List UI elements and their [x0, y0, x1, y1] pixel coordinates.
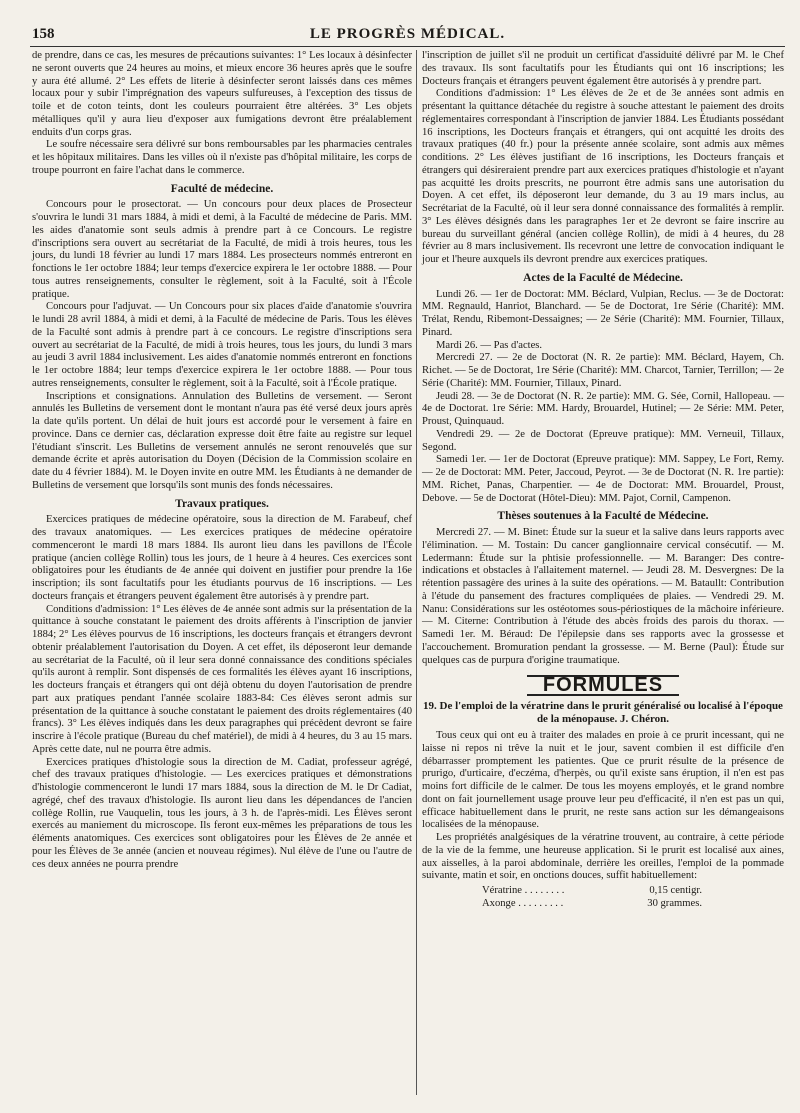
paragraph: Conditions d'admission: 1° Les élèves de 2e et de 3e années sont admis en présentant la quittance détachée du registre à souche attestant le paiement des droits réglementaires correspondant à l'inscription de janvier 1884. Les Étudiants possédant 16 inscriptions, les Docteurs français et étrangers, qui ont acquitté les droits des travaux pratiques (40 fr.) pour la présente année scolaire, sont admis aux mêmes conditions. 2° Les élèves justifiant de 16 inscriptions, les Docteurs français et étrangers qui désireraient prendre part aux exercices pratiques d'histologie et n'ayant pas acquitté les droits prescrits, ne pourront être admis sans une autorisation du Doyen. A cet effet, ils déposeront leur demande, du 3 au 19 mars inclus, au Secrétariat de la Faculté, où il leur sera donné connaissance des formalités à remplir. 3° Les élèves désignés dans les paragraphes 1er et 2e devront se faire inscrire au bureau du surveillant général (ancien collège Rollin), de midi à 4 heures, du 28 février au 8 mars inclusivement. Ils recevront une lettre de convocation indiquant le jour et l'heure auxquels ils devront prendre aux exercices pratiques. — [422, 88, 784, 265]
section-title: Thèses soutenues à la Faculté de Médecine. — [497, 510, 709, 523]
actes-entry: Jeudi 28. — 3e de Doctorat (N. R. 2e partie): MM. G. Sée, Cornil, Hallopeau. — 4e de Doctorat. 1re Série: MM. Hardy, Brouardel, Hutinel; — 2e Série: MM. Peter, Proust, Quinquaud. — [422, 390, 784, 427]
actes-entry: Mardi 26. — Pas d'actes. — [436, 339, 543, 351]
section-title: Actes de la Faculté de Médecine. — [523, 271, 683, 284]
actes-entry: Vendredi 29. — 2e de Doctorat (Epreuve pratique): MM. Verneuil, Tillaux, Segond. — [422, 428, 784, 453]
ingredient-dose: 30 grammes. — [647, 897, 702, 909]
column-divider — [416, 50, 417, 1095]
paragraph: Concours pour le prosectorat. — Un concours pour deux places de Prosecteur s'ouvrira le lundi 31 mars 1884, à midi et demi, à la Faculté de médecine de Paris. MM. les aides d'anatomie sont seuls admis à prendre part à ce Concours. Le registre d'inscriptions sera ouvert au secrétariat de la Faculté, de midi à trois heures, tous les jours, du lundi 18 février au lundi 17 mars 1884. Les prosecteurs nommés entreront en fonctions le 1er octobre 1884; leur temps d'exercice expirera le 1er octobre 1888. — Pour tous autres renseignements, consulter le règlement, soit à la Faculté, soit à l'École pratique. — [32, 199, 412, 300]
ingredient-name: Vératrine . . . . . . . . — [482, 885, 565, 896]
paragraph: Les propriétés analgésiques de la vératrine trouvent, au contraire, à cette période de la vie de la femme, une heureuse application. Si le prurit est localisé aux aines, aux aisselles, à la paroi abdominale, derrière les oreilles, l'emploi de la pommade suivante, matin et soir, en onctions douces, suffit habituellement: — [422, 832, 784, 882]
section-title: Travaux pratiques. — [175, 497, 269, 510]
formules-banner — [422, 675, 784, 696]
paragraph: Conditions d'admission: 1° Les élèves de 4e année sont admis sur la présentation de la quittance à souche constatant le paiement des droits afférents à l'inscription de janvier 1884; 2° Les élèves pourvus de 16 inscriptions, les docteurs français et étrangers devront obtenir préalablement l'autorisation du Doyen. A cet effet, ils déposeront leur demande au secrétariat de la Faculté, où il leur sera donné connaissance des conditions spéciales qu'ils auront à remplir. Sont dispensés de ces formalités les élèves ayant 16 inscriptions, les docteurs français et étrangers qui ont déjà obtenu du doyen l'autorisation de prendre part aux pratiques pendant l'année scolaire 1883-84: Ces élèves seront admis sur présentation de la quittance à souche constatant le paiement des droits réglementaires (40 francs). 3° Les élèves indiqués dans les deux paragraphes qui précèdent devront se faire inscrire à l'école pratique (Bureau du chef matériel), de midi à 4 heures, du 3 au 15 mars. Après cette date, nul ne pourra être admis. — [32, 603, 412, 755]
paragraph: Mercredi 27. — M. Binet: Étude sur la sueur et la salive dans leurs rapports avec l'élimination. — M. Tostain: Du cancer ganglionnaire cervical consécutif. — M. Ledermann: Étude sur la phtisie professionnelle. — M. Baranger: Des contre-indications et obstacles à l'allaitement maternel. — Jeudi 28. M. Desvergnes: De la rétention passagère des urines à la suite des opérations. — M. Bataullt: Contribution à l'étude du pansement des fractures compliquées de plaies. — Vendredi 29. M. Nanu: Considérations sur les ostéotomes sous-périostiques de la mâchoire inférieure. — M. Citerne: Contribution à l'étude des abcès froids des parois du thorax. — Samedi 1er. M. Béraud: De l'épilepsie dans ses rapports avec la grossesse et l'accouchement. Bromuration pendant la grossesse. — M. Berne (Paul): Étude sur quelques cas de purpura d'origine traumatique. — [422, 527, 784, 666]
ingredient-name: Axonge . . . . . . . . . — [482, 897, 564, 909]
actes-entry: Mercredi 27. — 2e de Doctorat (N. R. 2e partie): MM. Béclard, Hayem, Ch. Richet. — 5e de Doctorat, 1re Série (Charité): MM. Charcot, Tarnier, Terrillon; — 2e Série (Charité): MM. Fournier, Tillaux, Pinard. — [422, 352, 784, 389]
actes-entry: Samedi 1er. — 1er de Doctorat (Epreuve pratique): MM. Sappey, Le Fort, Remy. — 2e de Doctorat: MM. Peter, Jaccoud, Peyrot. — 3e de Doctorat (N. R. 1re partie): MM. Richet, Panas, Charpentier. — 4e de Doctorat: MM. Brouardel, Proust, Debove. — 5e de Doctorat (Hôtel-Dieu): MM. Pajot, Cornil, Campenon. — [422, 454, 784, 504]
paragraph: Exercices pratiques d'histologie sous la direction de M. Cadiat, professeur agrégé, chef des travaux pratiques d'histologie. — Les exercices pratiques et démonstrations d'histologie commenceront le lundi 17 mars 1884, sous la direction de M. le Dr Cadiat, agrégé, chef des travaux d'histologie. Ils auront lieu dans les dépendances de l'ancien collège Rollin, rue Vauquelin, tous les jours, à 3 h. de l'après-midi. Les Élèves seront exercés au maniement du microscope. Ils feront eux-mêmes les préparations de tous les éléments anatomiques. Ces exercices sont obligatoires pour les Élèves de 2e année et pour les Élèves de 3e année (ancien et nouveau régimes). Nul élève de l'une ou l'autre de ces deux années ne pourra prendre — [32, 756, 412, 870]
recipe-row — [482, 898, 702, 911]
paragraph: Tous ceux qui ont eu à traiter des malades en proie à ce prurit incessant, qui ne laisse ni repos ni trêve la nuit et le jour, savent combien il est difficile d'en débarrasser promptement les patientes. Que ce prurit résulte de la présence de prurigo, d'urticaire, d'eczéma, d'herpès, ou qu'il existe sans éruption, il n'en est pas moins fort difficile de le calmer. De tous les moyens employés, et le grand nombre dont on fait journellement usage prouve leur peu d'efficacité, il n'en est pas un qui, efficace habituellement dans le prurit, ne reste sans action sur les démangeaisons localisées de la ménopause. — [422, 730, 784, 831]
formule-heading: 19. De l'emploi de la vératrine dans le prurit généralisé ou localisé à l'époque de la ménopause. J. Chéron. — [423, 700, 783, 725]
section-title: Faculté de médecine. — [170, 182, 274, 195]
actes-entry: Lundi 26. — 1er de Doctorat: MM. Béclard, Vulpian, Reclus. — 3e de Doctorat: MM. Regnauld, Hanriot, Blanchard. — 5e de Doctorat, 1re Série (Charité): MM. Trélat, Rendu, Ribemont-Dessaignes; — 2e Série (Charité): MM. Fournier, Tillaux, Pinard. — [422, 288, 784, 338]
running-head: LE PROGRÈS MÉDICAL. — [309, 26, 506, 42]
paragraph: Le soufre nécessaire sera délivré sur bons remboursables par les pharmacies centrales et les hôpitaux militaires. Dans les villes où il n'existe pas d'hôpital militaire, les corps de troupe pourront en faire l'achat dans le commerce. — [32, 139, 412, 176]
paragraph: l'inscription de juillet s'il ne produit un certificat d'assiduité délivré par M. le Chef des travaux. Ils sont facultatifs pour les Étudiants qui ont 16 inscriptions; les Docteurs français et étrangers peuvent également être autorisés à y prendre part. — [422, 50, 784, 87]
ingredient-dose: 0,15 centigr. — [649, 885, 702, 896]
page-number: 158 — [32, 26, 55, 42]
paragraph: de prendre, dans ce cas, les mesures de précautions suivantes: 1° Les locaux à désinfecter ne seront ouverts que 24 heures au moins, et mieux encore 36 heures après que le soufre y aura été allumé. 2° Les effets de literie à désinfecter seront laissés dans ces mêmes locaux pour y subir l'imprégnation des vapeurs sulfureuses, à l'exception des tissus de toile et de coton teints, dont les couleurs pourraient être altérées. 3° Les objets métalliques qu'il y aura lieu d'exposer aux fumigations devront être préalablement enduits d'un corps gras. — [32, 50, 412, 138]
recipe-row — [482, 885, 702, 898]
recipe — [482, 885, 784, 911]
paragraph: Concours pour l'adjuvat. — Un Concours pour six places d'aide d'anatomie s'ouvrira le lundi 28 avril 1884, à midi et demi, à la Faculté de médecine de Paris. Tous les élèves de la Faculté sont admis à prendre part à ce concours. Le registre d'inscriptions sera ouvert au secrétariat de la Faculté, de midi à trois heures, tous les jours, du lundi 3 mars au jeudi 3 avril 1884 inclusivement. Les aides d'anatomie nommés entreront en fonctions le 1er octobre 1884; leur temps d'exercice expirera le 1er octobre 1888. — Pour tous autres renseignements, consulter le règlement, soit à la Faculté, soit à l'École pratique. — [32, 301, 412, 389]
right-column — [422, 50, 784, 911]
left-column — [32, 50, 412, 871]
page-header — [30, 26, 785, 47]
formules-title: FORMULES — [527, 675, 679, 696]
paragraph: Inscriptions et consignations. Annulation des Bulletins de versement. — Seront annulés les Bulletins de versement dont le montant n'aura pas été versé deux jours après la date qu'ils portent. Un délai de huit jours est accordé pour le versement à faire en province. Dans ce dernier cas, déclaration expresse doit être faite au registre sur lequel l'étudiant s'inscrit. Les Bulletins de versement annulés ne seront renouvelés que sur demande écrite et après autorisation du Doyen (Décision de la Commission scolaire en date du 4 février 1884). M. le Doyen invite en outre MM. les Étudiants à ne demander de Bulletins de versement que lorsqu'ils sont munis des fonds nécessaires. — [32, 390, 412, 491]
paragraph: Exercices pratiques de médecine opératoire, sous la direction de M. Farabeuf, chef des travaux anatomiques. — Les exercices pratiques de médecine opératoire commenceront le mardi 18 mars 1884. Ils auront lieu dans les pavillons de l'École pratique (ancien collège Rollin) tous les jours, de 1 heure à 4 heures. Ces exercices sont obligatoires pour les étudiants de 4e année qui doivent en justifier pour prendre la 16e inscription; ils sont facultatifs pour les étudiants pourvus de 16 inscriptions. — Les docteurs français et étrangers peuvent également être autorisés à y prendre part. — [32, 514, 412, 602]
